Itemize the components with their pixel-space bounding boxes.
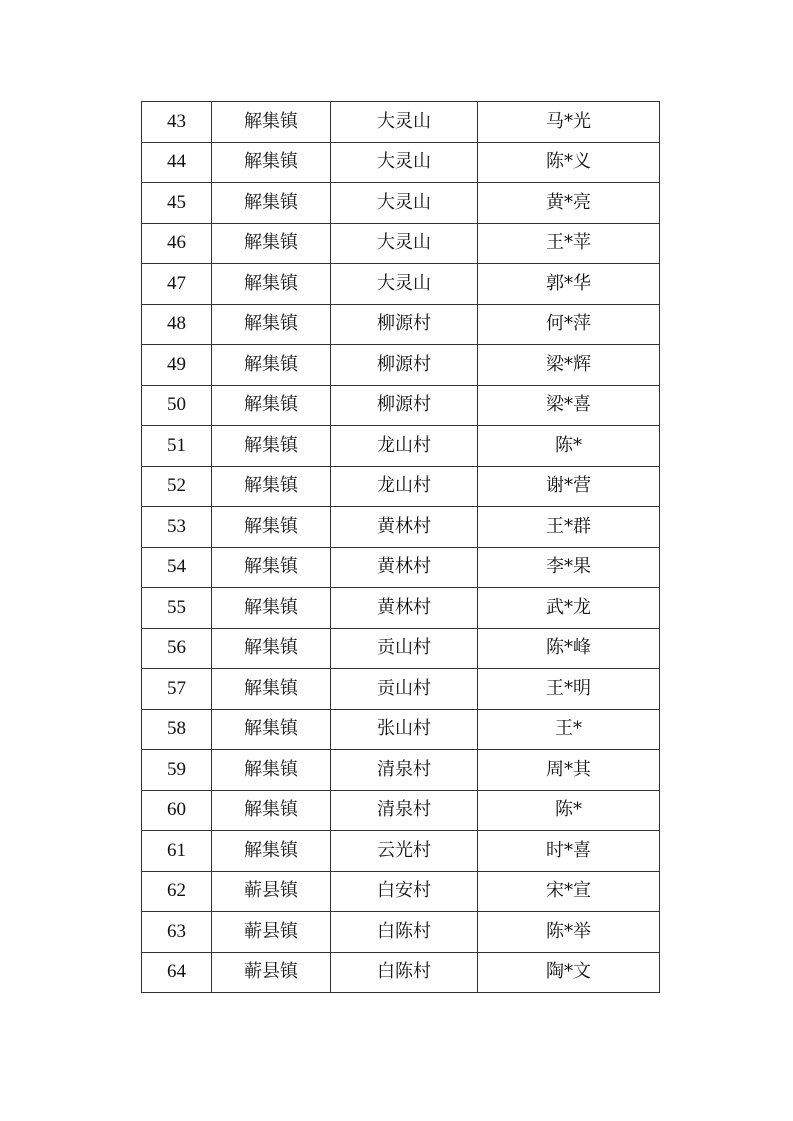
village-cell: 柳源村 <box>331 385 478 426</box>
town-cell: 解集镇 <box>212 507 331 548</box>
town-cell: 解集镇 <box>212 790 331 831</box>
row-number-cell: 50 <box>142 385 212 426</box>
table-row <box>142 709 660 750</box>
name-cell: 武*龙 <box>478 588 660 629</box>
name-cell: 陈* <box>478 426 660 467</box>
table-row <box>142 952 660 993</box>
name-cell: 周*其 <box>478 750 660 791</box>
row-number-cell: 53 <box>142 507 212 548</box>
table-row <box>142 669 660 710</box>
village-cell: 龙山村 <box>331 466 478 507</box>
row-number-cell: 49 <box>142 345 212 386</box>
name-cell: 宋*宣 <box>478 871 660 912</box>
name-cell: 陈*义 <box>478 142 660 183</box>
town-cell: 解集镇 <box>212 385 331 426</box>
name-cell: 陈* <box>478 790 660 831</box>
row-number-cell: 47 <box>142 264 212 305</box>
name-cell: 王*苹 <box>478 223 660 264</box>
name-cell: 陈*峰 <box>478 628 660 669</box>
row-number-cell: 45 <box>142 183 212 224</box>
village-cell: 云光村 <box>331 831 478 872</box>
table-row <box>142 223 660 264</box>
row-number-cell: 48 <box>142 304 212 345</box>
town-cell: 解集镇 <box>212 304 331 345</box>
village-cell: 白陈村 <box>331 912 478 953</box>
town-cell: 解集镇 <box>212 345 331 386</box>
row-number-cell: 54 <box>142 547 212 588</box>
name-cell: 陈*举 <box>478 912 660 953</box>
row-number-cell: 58 <box>142 709 212 750</box>
village-cell: 大灵山 <box>331 183 478 224</box>
table-row <box>142 831 660 872</box>
town-cell: 解集镇 <box>212 264 331 305</box>
name-cell: 马*光 <box>478 102 660 143</box>
village-cell: 大灵山 <box>331 142 478 183</box>
town-cell: 蕲县镇 <box>212 952 331 993</box>
table-row <box>142 466 660 507</box>
table-row <box>142 385 660 426</box>
name-cell: 陶*文 <box>478 952 660 993</box>
table-row <box>142 547 660 588</box>
village-cell: 大灵山 <box>331 102 478 143</box>
roster-table-body <box>142 102 660 993</box>
town-cell: 解集镇 <box>212 750 331 791</box>
row-number-cell: 57 <box>142 669 212 710</box>
town-cell: 解集镇 <box>212 426 331 467</box>
table-row <box>142 426 660 467</box>
name-cell: 王*明 <box>478 669 660 710</box>
table-row <box>142 750 660 791</box>
name-cell: 王*群 <box>478 507 660 548</box>
town-cell: 解集镇 <box>212 466 331 507</box>
row-number-cell: 44 <box>142 142 212 183</box>
row-number-cell: 43 <box>142 102 212 143</box>
town-cell: 蕲县镇 <box>212 912 331 953</box>
table-row <box>142 264 660 305</box>
table-row <box>142 345 660 386</box>
table-row <box>142 588 660 629</box>
table-row <box>142 183 660 224</box>
village-cell: 白陈村 <box>331 952 478 993</box>
village-cell: 龙山村 <box>331 426 478 467</box>
town-cell: 解集镇 <box>212 628 331 669</box>
row-number-cell: 56 <box>142 628 212 669</box>
row-number-cell: 59 <box>142 750 212 791</box>
table-row <box>142 507 660 548</box>
name-cell: 何*萍 <box>478 304 660 345</box>
table-row <box>142 790 660 831</box>
name-cell: 郭*华 <box>478 264 660 305</box>
town-cell: 解集镇 <box>212 183 331 224</box>
name-cell: 黄*亮 <box>478 183 660 224</box>
name-cell: 梁*辉 <box>478 345 660 386</box>
row-number-cell: 52 <box>142 466 212 507</box>
village-cell: 黄林村 <box>331 547 478 588</box>
town-cell: 解集镇 <box>212 102 331 143</box>
village-cell: 白安村 <box>331 871 478 912</box>
town-cell: 解集镇 <box>212 223 331 264</box>
village-cell: 黄林村 <box>331 507 478 548</box>
row-number-cell: 61 <box>142 831 212 872</box>
village-cell: 大灵山 <box>331 264 478 305</box>
village-cell: 大灵山 <box>331 223 478 264</box>
row-number-cell: 51 <box>142 426 212 467</box>
table-row <box>142 304 660 345</box>
town-cell: 解集镇 <box>212 831 331 872</box>
village-cell: 贡山村 <box>331 669 478 710</box>
row-number-cell: 63 <box>142 912 212 953</box>
table-row <box>142 871 660 912</box>
name-cell: 时*喜 <box>478 831 660 872</box>
town-cell: 解集镇 <box>212 588 331 629</box>
town-cell: 解集镇 <box>212 142 331 183</box>
village-cell: 张山村 <box>331 709 478 750</box>
table-row <box>142 142 660 183</box>
village-cell: 贡山村 <box>331 628 478 669</box>
table-row <box>142 912 660 953</box>
name-cell: 谢*营 <box>478 466 660 507</box>
name-cell: 李*果 <box>478 547 660 588</box>
table-row <box>142 102 660 143</box>
name-cell: 王* <box>478 709 660 750</box>
village-cell: 柳源村 <box>331 345 478 386</box>
village-cell: 清泉村 <box>331 750 478 791</box>
town-cell: 蕲县镇 <box>212 871 331 912</box>
row-number-cell: 60 <box>142 790 212 831</box>
row-number-cell: 55 <box>142 588 212 629</box>
village-cell: 清泉村 <box>331 790 478 831</box>
town-cell: 解集镇 <box>212 709 331 750</box>
row-number-cell: 62 <box>142 871 212 912</box>
town-cell: 解集镇 <box>212 669 331 710</box>
village-cell: 柳源村 <box>331 304 478 345</box>
table-row <box>142 628 660 669</box>
village-cell: 黄林村 <box>331 588 478 629</box>
row-number-cell: 46 <box>142 223 212 264</box>
row-number-cell: 64 <box>142 952 212 993</box>
roster-table <box>141 101 660 993</box>
name-cell: 梁*喜 <box>478 385 660 426</box>
town-cell: 解集镇 <box>212 547 331 588</box>
